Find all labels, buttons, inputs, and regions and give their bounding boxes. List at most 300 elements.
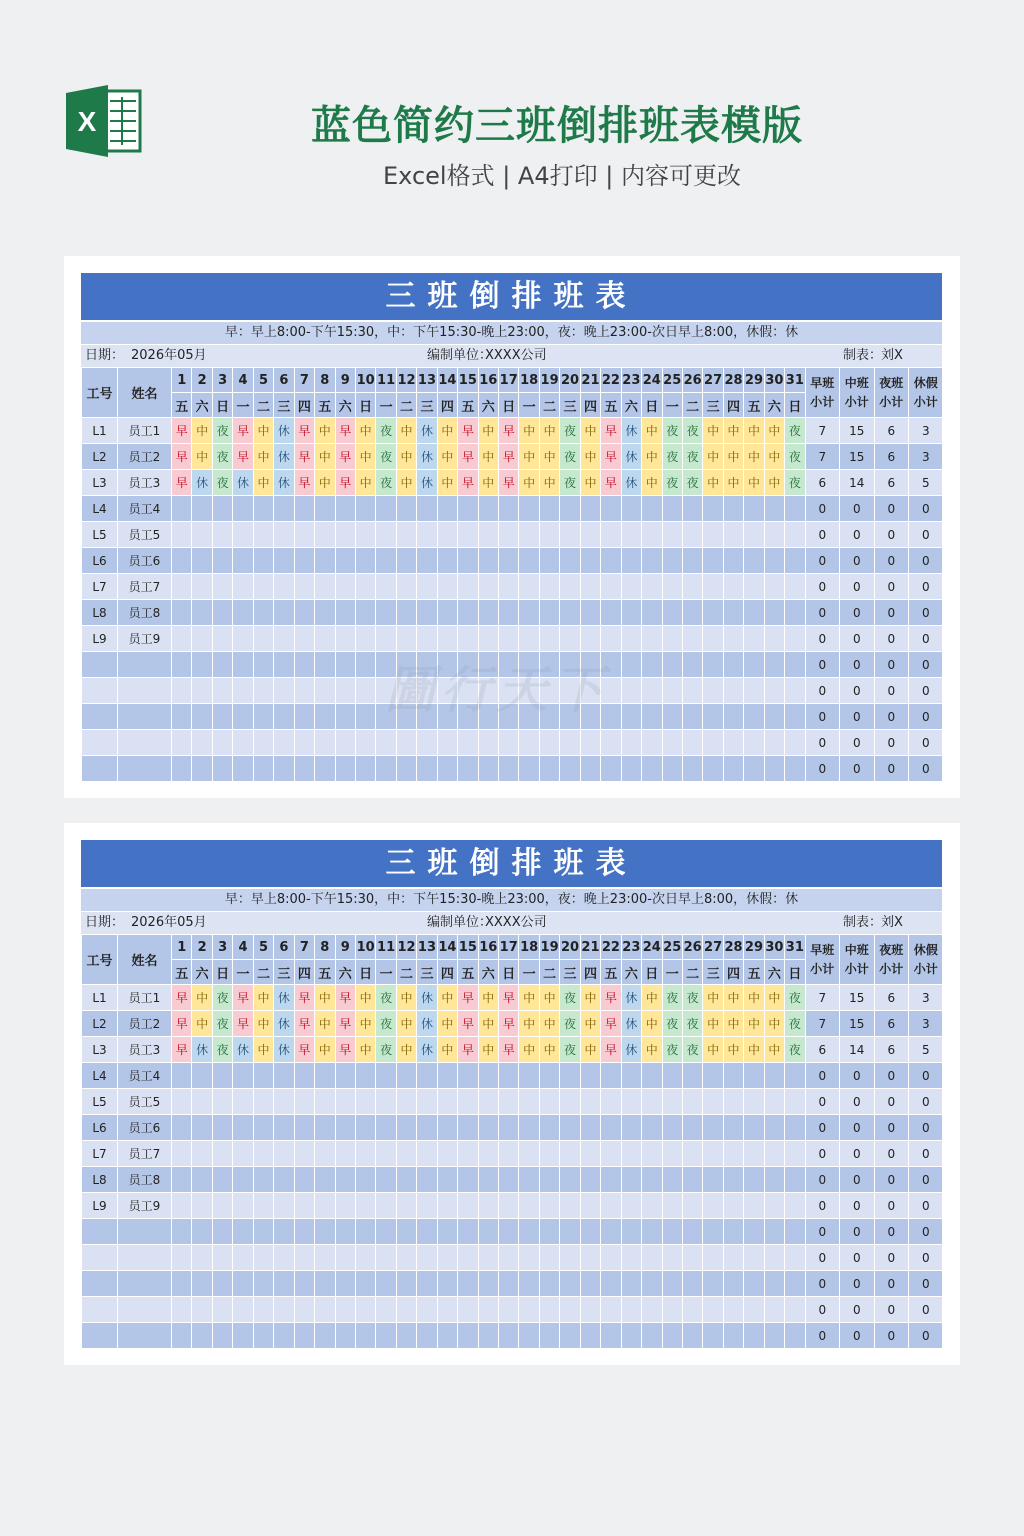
shift-cell[interactable] xyxy=(601,1219,621,1245)
employee-id[interactable]: L3 xyxy=(82,470,118,496)
shift-cell[interactable] xyxy=(764,1297,784,1323)
shift-cell[interactable] xyxy=(682,1063,702,1089)
employee-name[interactable]: 员工7 xyxy=(118,1141,172,1167)
shift-cell[interactable] xyxy=(723,730,743,756)
shift-cell[interactable]: 中 xyxy=(478,418,498,444)
shift-cell[interactable]: 早 xyxy=(458,985,478,1011)
shift-cell[interactable] xyxy=(519,652,539,678)
shift-cell[interactable] xyxy=(601,496,621,522)
shift-cell[interactable] xyxy=(253,1245,273,1271)
shift-cell[interactable] xyxy=(580,1063,600,1089)
shift-cell[interactable] xyxy=(478,678,498,704)
shift-cell[interactable] xyxy=(703,1193,723,1219)
shift-cell[interactable] xyxy=(274,548,294,574)
shift-cell[interactable] xyxy=(580,1167,600,1193)
employee-name[interactable] xyxy=(118,704,172,730)
shift-cell[interactable]: 中 xyxy=(192,418,212,444)
employee-id[interactable]: L8 xyxy=(82,1167,118,1193)
shift-cell[interactable] xyxy=(417,1219,437,1245)
shift-cell[interactable]: 中 xyxy=(192,985,212,1011)
shift-cell[interactable] xyxy=(274,1219,294,1245)
shift-cell[interactable] xyxy=(274,1063,294,1089)
shift-cell[interactable] xyxy=(785,678,805,704)
shift-cell[interactable] xyxy=(519,704,539,730)
shift-cell[interactable]: 中 xyxy=(315,985,335,1011)
shift-cell[interactable]: 中 xyxy=(315,470,335,496)
shift-cell[interactable] xyxy=(764,756,784,782)
shift-cell[interactable] xyxy=(315,704,335,730)
shift-cell[interactable] xyxy=(355,626,375,652)
shift-cell[interactable] xyxy=(212,1245,232,1271)
shift-cell[interactable] xyxy=(335,626,355,652)
shift-cell[interactable] xyxy=(723,652,743,678)
shift-cell[interactable] xyxy=(172,1271,192,1297)
shift-cell[interactable] xyxy=(212,1323,232,1349)
shift-cell[interactable] xyxy=(601,704,621,730)
shift-cell[interactable]: 休 xyxy=(233,1037,253,1063)
shift-cell[interactable] xyxy=(539,756,559,782)
shift-cell[interactable] xyxy=(764,1193,784,1219)
shift-cell[interactable] xyxy=(662,704,682,730)
shift-cell[interactable] xyxy=(294,1063,314,1089)
shift-cell[interactable] xyxy=(458,1323,478,1349)
employee-id[interactable] xyxy=(82,1271,118,1297)
shift-cell[interactable] xyxy=(172,704,192,730)
employee-name[interactable]: 员工3 xyxy=(118,470,172,496)
shift-cell[interactable] xyxy=(274,626,294,652)
shift-cell[interactable]: 夜 xyxy=(785,1011,805,1037)
shift-cell[interactable] xyxy=(396,1245,416,1271)
shift-cell[interactable] xyxy=(335,496,355,522)
shift-cell[interactable] xyxy=(580,496,600,522)
shift-cell[interactable] xyxy=(499,496,519,522)
shift-cell[interactable] xyxy=(417,1089,437,1115)
shift-cell[interactable] xyxy=(642,704,662,730)
shift-cell[interactable] xyxy=(580,522,600,548)
shift-cell[interactable]: 中 xyxy=(703,985,723,1011)
shift-cell[interactable] xyxy=(253,1323,273,1349)
shift-cell[interactable]: 中 xyxy=(642,1037,662,1063)
shift-cell[interactable] xyxy=(601,1063,621,1089)
employee-name[interactable]: 员工4 xyxy=(118,496,172,522)
shift-cell[interactable] xyxy=(294,730,314,756)
shift-cell[interactable]: 夜 xyxy=(682,1011,702,1037)
shift-cell[interactable] xyxy=(601,1245,621,1271)
shift-cell[interactable]: 中 xyxy=(539,1037,559,1063)
shift-cell[interactable] xyxy=(601,1323,621,1349)
shift-cell[interactable]: 中 xyxy=(764,470,784,496)
shift-cell[interactable] xyxy=(723,1271,743,1297)
shift-cell[interactable] xyxy=(417,1063,437,1089)
shift-cell[interactable] xyxy=(355,756,375,782)
shift-cell[interactable]: 中 xyxy=(764,444,784,470)
shift-cell[interactable] xyxy=(560,1297,580,1323)
shift-cell[interactable]: 早 xyxy=(458,470,478,496)
shift-cell[interactable] xyxy=(437,574,457,600)
employee-name[interactable]: 员工5 xyxy=(118,522,172,548)
shift-cell[interactable] xyxy=(192,1323,212,1349)
shift-cell[interactable] xyxy=(212,1297,232,1323)
shift-cell[interactable] xyxy=(253,1089,273,1115)
shift-cell[interactable] xyxy=(294,522,314,548)
shift-cell[interactable] xyxy=(785,1063,805,1089)
shift-cell[interactable] xyxy=(621,1271,641,1297)
shift-cell[interactable] xyxy=(192,496,212,522)
shift-cell[interactable] xyxy=(703,1089,723,1115)
shift-cell[interactable] xyxy=(478,548,498,574)
shift-cell[interactable] xyxy=(703,652,723,678)
shift-cell[interactable]: 中 xyxy=(355,418,375,444)
shift-cell[interactable] xyxy=(682,730,702,756)
shift-cell[interactable] xyxy=(662,1115,682,1141)
shift-cell[interactable] xyxy=(499,548,519,574)
shift-cell[interactable]: 中 xyxy=(437,470,457,496)
shift-cell[interactable] xyxy=(315,652,335,678)
shift-cell[interactable] xyxy=(376,652,396,678)
shift-cell[interactable] xyxy=(723,756,743,782)
shift-cell[interactable]: 中 xyxy=(355,470,375,496)
shift-cell[interactable]: 早 xyxy=(233,985,253,1011)
shift-cell[interactable] xyxy=(682,1297,702,1323)
shift-cell[interactable] xyxy=(642,1089,662,1115)
shift-cell[interactable] xyxy=(723,574,743,600)
shift-cell[interactable] xyxy=(212,600,232,626)
shift-cell[interactable] xyxy=(785,1271,805,1297)
shift-cell[interactable] xyxy=(744,1271,764,1297)
shift-cell[interactable]: 中 xyxy=(355,985,375,1011)
shift-cell[interactable] xyxy=(621,1219,641,1245)
shift-cell[interactable] xyxy=(315,756,335,782)
shift-cell[interactable] xyxy=(601,730,621,756)
shift-cell[interactable] xyxy=(580,626,600,652)
shift-cell[interactable]: 中 xyxy=(355,444,375,470)
shift-cell[interactable] xyxy=(437,730,457,756)
employee-name[interactable]: 员工6 xyxy=(118,548,172,574)
employee-name[interactable]: 员工3 xyxy=(118,1037,172,1063)
shift-cell[interactable] xyxy=(315,678,335,704)
employee-id[interactable]: L2 xyxy=(82,444,118,470)
shift-cell[interactable] xyxy=(417,522,437,548)
shift-cell[interactable] xyxy=(703,756,723,782)
shift-cell[interactable] xyxy=(335,1245,355,1271)
shift-cell[interactable] xyxy=(355,1115,375,1141)
employee-name[interactable] xyxy=(118,1297,172,1323)
shift-cell[interactable] xyxy=(315,548,335,574)
shift-cell[interactable] xyxy=(744,1089,764,1115)
shift-cell[interactable] xyxy=(560,756,580,782)
shift-cell[interactable] xyxy=(642,496,662,522)
shift-cell[interactable]: 夜 xyxy=(682,1037,702,1063)
shift-cell[interactable] xyxy=(785,1297,805,1323)
shift-cell[interactable] xyxy=(580,1193,600,1219)
shift-cell[interactable] xyxy=(274,704,294,730)
shift-cell[interactable] xyxy=(723,1115,743,1141)
shift-cell[interactable] xyxy=(376,1219,396,1245)
shift-cell[interactable] xyxy=(253,1271,273,1297)
shift-cell[interactable] xyxy=(478,626,498,652)
shift-cell[interactable] xyxy=(172,1219,192,1245)
shift-cell[interactable] xyxy=(315,1271,335,1297)
shift-cell[interactable]: 休 xyxy=(417,418,437,444)
shift-cell[interactable] xyxy=(785,1323,805,1349)
shift-cell[interactable] xyxy=(458,1063,478,1089)
shift-cell[interactable] xyxy=(682,1141,702,1167)
shift-cell[interactable]: 夜 xyxy=(376,1037,396,1063)
shift-cell[interactable] xyxy=(335,600,355,626)
shift-cell[interactable] xyxy=(744,756,764,782)
shift-cell[interactable] xyxy=(499,1167,519,1193)
shift-cell[interactable] xyxy=(744,1167,764,1193)
shift-cell[interactable] xyxy=(601,1297,621,1323)
shift-cell[interactable] xyxy=(294,678,314,704)
shift-cell[interactable]: 早 xyxy=(335,985,355,1011)
shift-cell[interactable] xyxy=(233,1193,253,1219)
shift-cell[interactable]: 中 xyxy=(519,470,539,496)
shift-cell[interactable] xyxy=(703,574,723,600)
shift-cell[interactable] xyxy=(294,756,314,782)
shift-cell[interactable] xyxy=(355,1167,375,1193)
shift-cell[interactable]: 中 xyxy=(723,985,743,1011)
shift-cell[interactable] xyxy=(253,600,273,626)
shift-cell[interactable] xyxy=(253,548,273,574)
shift-cell[interactable] xyxy=(315,496,335,522)
shift-cell[interactable] xyxy=(539,1245,559,1271)
shift-cell[interactable] xyxy=(478,1219,498,1245)
shift-cell[interactable] xyxy=(376,730,396,756)
shift-cell[interactable] xyxy=(192,1063,212,1089)
employee-name[interactable]: 员工4 xyxy=(118,1063,172,1089)
shift-cell[interactable]: 中 xyxy=(764,1037,784,1063)
shift-cell[interactable]: 中 xyxy=(703,418,723,444)
shift-cell[interactable] xyxy=(682,548,702,574)
shift-cell[interactable] xyxy=(355,522,375,548)
shift-cell[interactable] xyxy=(294,1245,314,1271)
shift-cell[interactable] xyxy=(294,574,314,600)
shift-cell[interactable]: 夜 xyxy=(560,1037,580,1063)
shift-cell[interactable]: 夜 xyxy=(212,444,232,470)
shift-cell[interactable]: 中 xyxy=(580,1011,600,1037)
shift-cell[interactable] xyxy=(335,1219,355,1245)
shift-cell[interactable]: 早 xyxy=(294,444,314,470)
shift-cell[interactable] xyxy=(785,600,805,626)
shift-cell[interactable]: 夜 xyxy=(212,470,232,496)
shift-cell[interactable] xyxy=(396,730,416,756)
shift-cell[interactable] xyxy=(172,600,192,626)
shift-cell[interactable] xyxy=(233,704,253,730)
shift-cell[interactable] xyxy=(437,1141,457,1167)
shift-cell[interactable] xyxy=(682,574,702,600)
shift-cell[interactable] xyxy=(682,652,702,678)
shift-cell[interactable] xyxy=(703,1141,723,1167)
shift-cell[interactable]: 夜 xyxy=(682,470,702,496)
shift-cell[interactable] xyxy=(478,1089,498,1115)
employee-name[interactable]: 员工9 xyxy=(118,1193,172,1219)
shift-cell[interactable] xyxy=(396,1271,416,1297)
shift-cell[interactable]: 中 xyxy=(764,418,784,444)
shift-cell[interactable] xyxy=(580,678,600,704)
shift-cell[interactable]: 中 xyxy=(723,1011,743,1037)
shift-cell[interactable] xyxy=(478,704,498,730)
shift-cell[interactable] xyxy=(642,730,662,756)
shift-cell[interactable] xyxy=(335,574,355,600)
shift-cell[interactable]: 中 xyxy=(723,418,743,444)
shift-cell[interactable]: 早 xyxy=(458,1037,478,1063)
shift-cell[interactable] xyxy=(233,1297,253,1323)
shift-cell[interactable] xyxy=(662,548,682,574)
shift-cell[interactable] xyxy=(580,1297,600,1323)
shift-cell[interactable] xyxy=(376,1063,396,1089)
shift-cell[interactable] xyxy=(682,1193,702,1219)
shift-cell[interactable] xyxy=(192,652,212,678)
shift-cell[interactable] xyxy=(785,626,805,652)
shift-cell[interactable] xyxy=(539,1271,559,1297)
shift-cell[interactable] xyxy=(519,1297,539,1323)
shift-cell[interactable] xyxy=(560,496,580,522)
shift-cell[interactable] xyxy=(396,704,416,730)
shift-cell[interactable]: 中 xyxy=(642,444,662,470)
shift-cell[interactable] xyxy=(253,1063,273,1089)
shift-cell[interactable] xyxy=(580,652,600,678)
shift-cell[interactable] xyxy=(764,600,784,626)
shift-cell[interactable]: 中 xyxy=(642,1011,662,1037)
shift-cell[interactable] xyxy=(437,704,457,730)
shift-cell[interactable]: 中 xyxy=(478,985,498,1011)
shift-cell[interactable] xyxy=(621,756,641,782)
shift-cell[interactable]: 中 xyxy=(539,985,559,1011)
shift-cell[interactable] xyxy=(621,1141,641,1167)
shift-cell[interactable] xyxy=(560,678,580,704)
shift-cell[interactable] xyxy=(519,1089,539,1115)
shift-cell[interactable] xyxy=(417,1115,437,1141)
shift-cell[interactable] xyxy=(642,574,662,600)
shift-cell[interactable] xyxy=(764,1167,784,1193)
employee-id[interactable]: L4 xyxy=(82,496,118,522)
shift-cell[interactable] xyxy=(539,574,559,600)
shift-cell[interactable] xyxy=(785,1115,805,1141)
shift-cell[interactable] xyxy=(478,1115,498,1141)
shift-cell[interactable] xyxy=(437,522,457,548)
employee-id[interactable]: L9 xyxy=(82,1193,118,1219)
shift-cell[interactable]: 早 xyxy=(294,1037,314,1063)
shift-cell[interactable] xyxy=(478,1063,498,1089)
shift-cell[interactable]: 休 xyxy=(274,418,294,444)
shift-cell[interactable] xyxy=(335,756,355,782)
shift-cell[interactable]: 中 xyxy=(478,470,498,496)
shift-cell[interactable] xyxy=(274,678,294,704)
shift-cell[interactable] xyxy=(478,1245,498,1271)
shift-cell[interactable] xyxy=(785,652,805,678)
shift-cell[interactable]: 中 xyxy=(580,1037,600,1063)
shift-cell[interactable] xyxy=(519,1219,539,1245)
shift-cell[interactable] xyxy=(519,626,539,652)
employee-id[interactable] xyxy=(82,678,118,704)
shift-cell[interactable] xyxy=(172,522,192,548)
employee-id[interactable]: L7 xyxy=(82,1141,118,1167)
shift-cell[interactable] xyxy=(499,626,519,652)
employee-id[interactable] xyxy=(82,730,118,756)
shift-cell[interactable] xyxy=(172,574,192,600)
shift-cell[interactable] xyxy=(315,574,335,600)
employee-id[interactable] xyxy=(82,756,118,782)
shift-cell[interactable]: 早 xyxy=(499,1011,519,1037)
shift-cell[interactable] xyxy=(417,1323,437,1349)
shift-cell[interactable] xyxy=(662,1141,682,1167)
shift-cell[interactable] xyxy=(560,1193,580,1219)
shift-cell[interactable]: 中 xyxy=(703,470,723,496)
shift-cell[interactable] xyxy=(274,1323,294,1349)
shift-cell[interactable] xyxy=(703,1245,723,1271)
shift-cell[interactable] xyxy=(601,574,621,600)
shift-cell[interactable]: 夜 xyxy=(212,1037,232,1063)
shift-cell[interactable] xyxy=(233,574,253,600)
shift-cell[interactable] xyxy=(437,548,457,574)
shift-cell[interactable] xyxy=(703,522,723,548)
shift-cell[interactable] xyxy=(253,1141,273,1167)
shift-cell[interactable]: 中 xyxy=(539,470,559,496)
shift-cell[interactable] xyxy=(519,1323,539,1349)
shift-cell[interactable] xyxy=(723,678,743,704)
shift-cell[interactable] xyxy=(744,652,764,678)
shift-cell[interactable] xyxy=(417,548,437,574)
shift-cell[interactable] xyxy=(580,1245,600,1271)
shift-cell[interactable] xyxy=(662,678,682,704)
shift-cell[interactable] xyxy=(396,548,416,574)
shift-cell[interactable] xyxy=(478,1323,498,1349)
shift-cell[interactable] xyxy=(376,1167,396,1193)
shift-cell[interactable]: 夜 xyxy=(662,444,682,470)
shift-cell[interactable] xyxy=(437,1271,457,1297)
shift-cell[interactable] xyxy=(621,1063,641,1089)
shift-cell[interactable] xyxy=(642,1245,662,1271)
shift-cell[interactable] xyxy=(212,1271,232,1297)
shift-cell[interactable] xyxy=(580,600,600,626)
shift-cell[interactable] xyxy=(355,1193,375,1219)
shift-cell[interactable] xyxy=(539,1219,559,1245)
shift-cell[interactable] xyxy=(335,1089,355,1115)
shift-cell[interactable] xyxy=(417,704,437,730)
shift-cell[interactable] xyxy=(315,600,335,626)
shift-cell[interactable] xyxy=(376,1115,396,1141)
shift-cell[interactable] xyxy=(458,1271,478,1297)
shift-cell[interactable] xyxy=(192,1245,212,1271)
shift-cell[interactable] xyxy=(560,652,580,678)
shift-cell[interactable] xyxy=(744,600,764,626)
shift-cell[interactable] xyxy=(539,652,559,678)
shift-cell[interactable] xyxy=(539,730,559,756)
shift-cell[interactable] xyxy=(662,1245,682,1271)
shift-cell[interactable] xyxy=(662,574,682,600)
shift-cell[interactable] xyxy=(172,1089,192,1115)
shift-cell[interactable] xyxy=(499,600,519,626)
shift-cell[interactable]: 中 xyxy=(519,418,539,444)
shift-cell[interactable]: 早 xyxy=(172,985,192,1011)
shift-cell[interactable] xyxy=(621,574,641,600)
shift-cell[interactable] xyxy=(192,574,212,600)
shift-cell[interactable]: 中 xyxy=(723,444,743,470)
shift-cell[interactable] xyxy=(172,1297,192,1323)
shift-cell[interactable]: 早 xyxy=(172,470,192,496)
shift-cell[interactable] xyxy=(417,574,437,600)
shift-cell[interactable] xyxy=(192,1271,212,1297)
shift-cell[interactable] xyxy=(682,600,702,626)
shift-cell[interactable] xyxy=(785,1167,805,1193)
shift-cell[interactable] xyxy=(703,678,723,704)
shift-cell[interactable] xyxy=(212,1063,232,1089)
shift-cell[interactable] xyxy=(376,756,396,782)
shift-cell[interactable] xyxy=(417,1193,437,1219)
shift-cell[interactable] xyxy=(335,1115,355,1141)
shift-cell[interactable] xyxy=(274,574,294,600)
